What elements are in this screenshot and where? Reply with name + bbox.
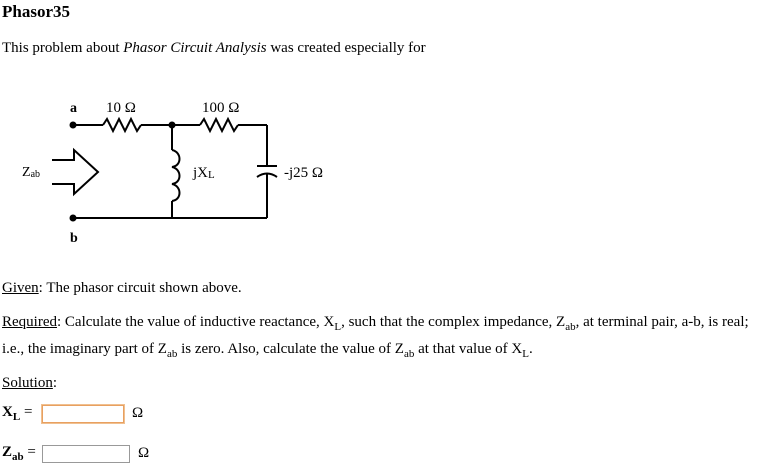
svg-text:Zab [22, 165, 40, 180]
zab-answer-label [2, 444, 42, 463]
zab-label-main: Z [2, 444, 13, 460]
terminal-a [70, 122, 77, 129]
required-sub-2: ab [565, 321, 576, 333]
required-text-1: : Calculate the value of inductive reactance, X [56, 314, 335, 330]
node-a-label: a [70, 101, 77, 116]
resistor-100 [200, 119, 238, 131]
xl-unit: Ω [132, 405, 144, 421]
required-label: Required [2, 314, 57, 330]
inductor-label: jX [193, 165, 208, 181]
required-text-3: , at terminal pair, a-b, is real; i.e., the imaginary part of Z [2, 314, 749, 357]
zab-label-eq: = [23, 444, 36, 460]
required-sub-4: ab [403, 348, 415, 360]
solution-heading [2, 372, 57, 394]
xl-answer-input[interactable] [42, 405, 124, 423]
node-b-label: b [70, 231, 78, 246]
given-label: Given [2, 280, 39, 296]
solution-suffix: : [52, 375, 58, 391]
junction-node [169, 122, 176, 129]
resistor-10 [103, 119, 141, 131]
problem-title: Phasor35 [2, 2, 70, 21]
inductor-label-sub: L [208, 169, 215, 181]
required-sub-1: L [334, 321, 342, 333]
answer-row-zab [2, 444, 149, 463]
intro-text [2, 40, 426, 57]
zab-arrow [52, 150, 98, 194]
solution-label: Solution [2, 375, 53, 391]
r1-label: 10 Ω [106, 100, 136, 116]
xl-label-eq: = [20, 404, 33, 420]
required-sub-5: L [522, 348, 529, 360]
intro-topic: Phasor Circuit Analysis [123, 40, 267, 56]
required-text-4: is zero. Also, calculate the value of Z [177, 341, 404, 357]
given-text: : The phasor circuit shown above. [38, 280, 242, 296]
xl-label-sub: L [12, 411, 21, 423]
answer-row-xl [2, 404, 143, 423]
zab-label-sub: ab [30, 169, 41, 180]
required-section [2, 311, 772, 365]
zab-unit: Ω [138, 445, 150, 461]
zab-label-sub: ab [12, 451, 24, 463]
svg-text:jXL [192, 165, 215, 181]
required-sub-3: ab [166, 348, 178, 360]
required-text-5: at that value of X [414, 341, 523, 357]
capacitor-label: -j25 Ω [284, 165, 324, 181]
xl-label-main: X [2, 404, 13, 420]
required-text-6: . [528, 341, 533, 357]
intro-prefix: This problem about [2, 40, 124, 56]
intro-suffix: was created especially for [266, 40, 426, 56]
xl-answer-label [2, 404, 42, 423]
given-section [2, 277, 242, 299]
r2-label: 100 Ω [202, 100, 240, 116]
zab-answer-input[interactable] [42, 445, 130, 463]
circuit-diagram [0, 90, 400, 255]
terminal-b [70, 215, 77, 222]
zab-label: Z [22, 165, 31, 180]
required-text-2: , such that the complex impedance, Z [341, 314, 566, 330]
inductor-coil [172, 150, 180, 201]
